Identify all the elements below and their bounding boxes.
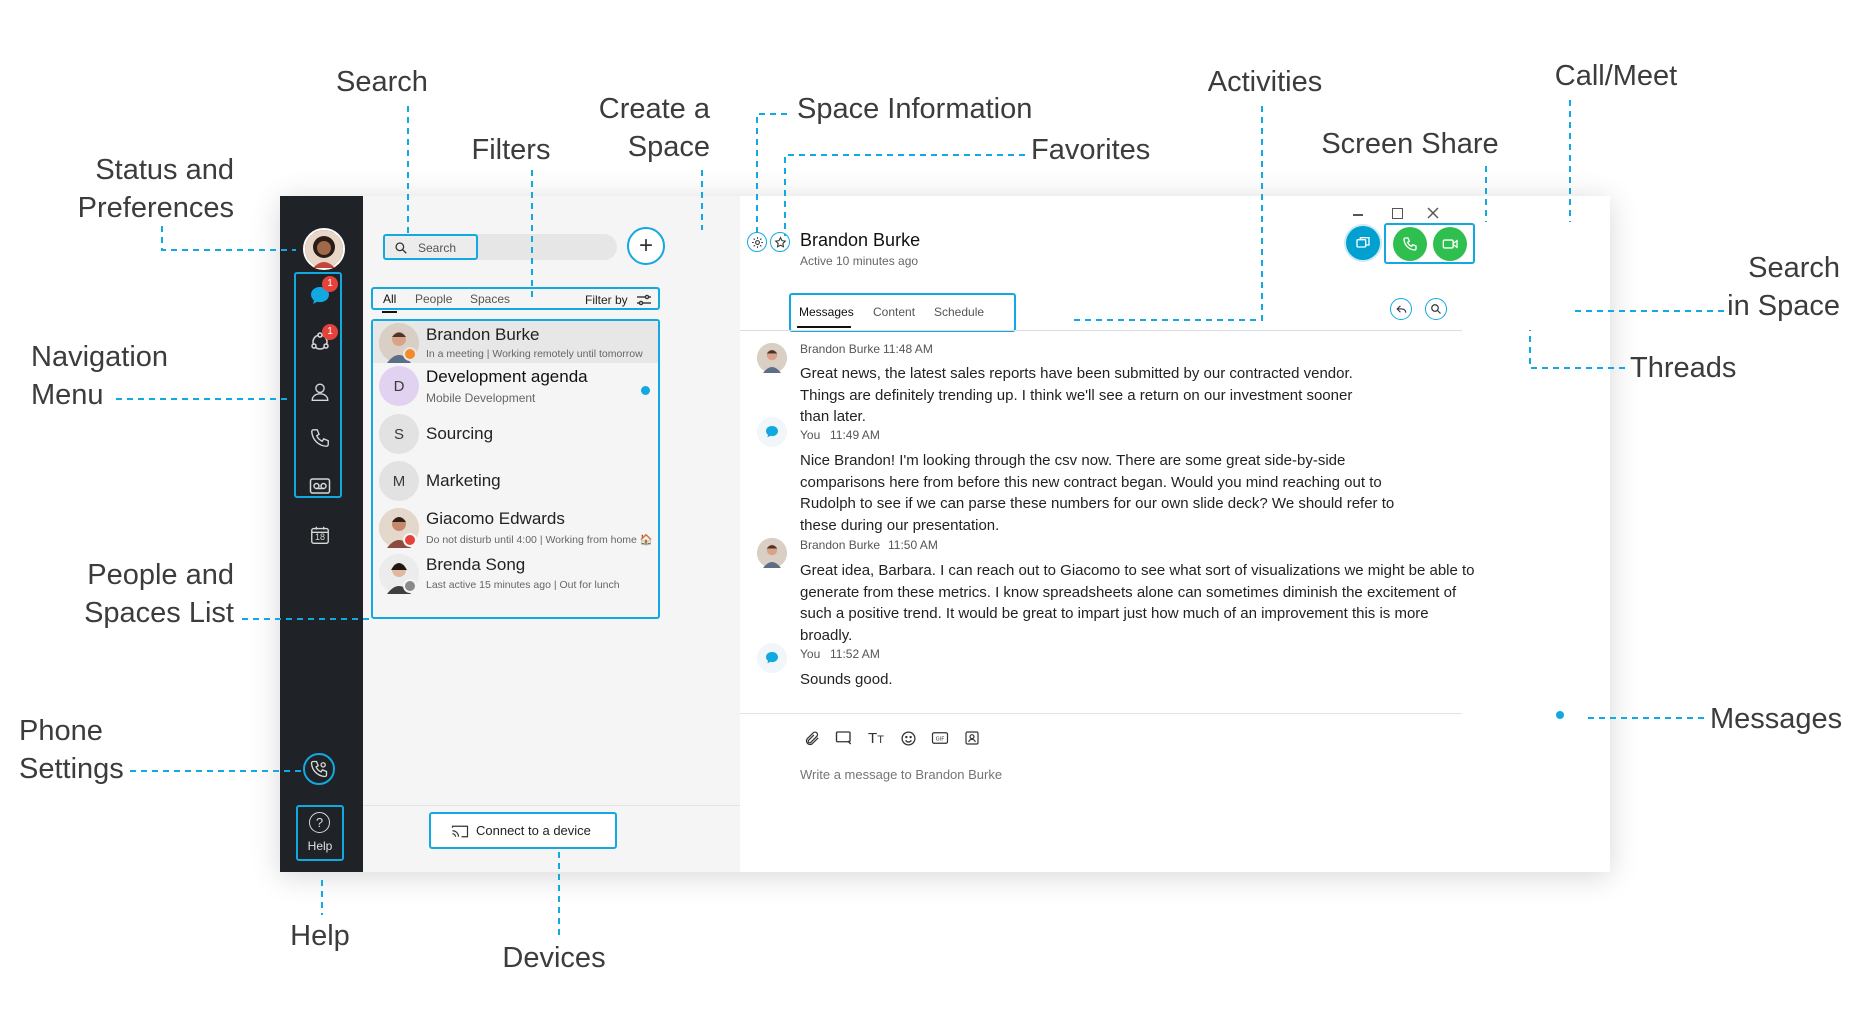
list-item-development-agenda[interactable] bbox=[373, 363, 658, 409]
search-in-space-button[interactable] bbox=[1425, 298, 1447, 320]
filter-tab-spaces[interactable]: Spaces bbox=[470, 292, 511, 306]
list-item-marketing[interactable] bbox=[373, 459, 658, 503]
help-label: Help bbox=[307, 839, 333, 853]
list-item-status: In a meeting | Working remotely until tomorrow bbox=[426, 348, 643, 360]
filter-tab-active-indicator bbox=[382, 311, 397, 313]
create-space-button[interactable]: + bbox=[627, 227, 665, 265]
filter-tab-all[interactable]: All bbox=[383, 292, 397, 306]
cast-device-icon bbox=[451, 824, 469, 839]
list-item-name: Giacomo Edwards bbox=[426, 509, 565, 528]
format-text-button[interactable] bbox=[864, 726, 888, 750]
message-sender: You bbox=[800, 647, 821, 661]
message-time: 11:52 AM bbox=[830, 647, 880, 661]
app-window bbox=[280, 196, 1610, 872]
callout-phone-settings-line2: Settings bbox=[19, 753, 124, 785]
chat-bubble-icon bbox=[764, 650, 780, 666]
nav-meetings[interactable] bbox=[300, 515, 340, 555]
share-screenshot-button[interactable] bbox=[832, 726, 856, 750]
list-item-brenda-song[interactable] bbox=[373, 552, 658, 596]
person-photo-icon bbox=[305, 230, 343, 268]
audio-call-button[interactable] bbox=[1393, 227, 1427, 261]
phone-icon bbox=[1402, 236, 1418, 252]
activities-tabs bbox=[789, 293, 1016, 332]
callout-space-information: Space Information bbox=[797, 93, 1033, 125]
people-spaces-pane bbox=[363, 196, 740, 872]
callout-status-preferences-line1: Status and bbox=[95, 154, 234, 186]
message-avatar-you bbox=[757, 643, 787, 673]
callout-help: Help bbox=[290, 920, 350, 952]
nav-voicemail[interactable] bbox=[300, 466, 340, 506]
teams-badge: 1 bbox=[322, 324, 338, 340]
chat-bubble-icon bbox=[764, 424, 780, 440]
screen-share-icon bbox=[1355, 235, 1371, 251]
reply-thread-icon bbox=[1395, 303, 1408, 316]
list-item-status: Do not disturb until 4:00 | Working from home 🏠 bbox=[426, 534, 653, 546]
phone-icon bbox=[309, 427, 331, 449]
message-sender: You bbox=[800, 428, 821, 442]
callout-create-space-line2: Space bbox=[627, 131, 710, 163]
help-button[interactable] bbox=[296, 805, 344, 861]
nav-contacts[interactable] bbox=[300, 372, 340, 412]
list-item-brandon-burke[interactable] bbox=[373, 321, 658, 363]
message-time: 11:50 AM bbox=[888, 538, 938, 552]
calendar-day: 18 bbox=[314, 532, 325, 542]
message-text: Nice Brandon! I'm looking through the csv now. There are some great side-by-side comparisons here from before this new contract began. Would you mind reaching out to Rudolph to see if we can parse these numbers for our own slide deck? We should refer to these during our presentation. bbox=[800, 452, 1395, 534]
callout-search-in-space-line1: Search bbox=[1748, 252, 1840, 284]
whiteboard-button[interactable] bbox=[960, 726, 984, 750]
space-avatar: M bbox=[379, 461, 419, 501]
conversation-pane bbox=[740, 196, 1610, 872]
callout-people-spaces-line1: People and bbox=[87, 559, 234, 591]
message-time: 11:49 AM bbox=[830, 428, 880, 442]
navigation-rail bbox=[280, 196, 363, 872]
message-sender: Brandon Burke bbox=[800, 538, 881, 552]
search-placeholder: Search bbox=[418, 241, 457, 255]
callout-threads: Threads bbox=[1630, 352, 1737, 384]
list-item-giacomo-edwards[interactable] bbox=[373, 506, 658, 550]
user-avatar[interactable] bbox=[303, 228, 345, 270]
gear-icon bbox=[751, 236, 764, 249]
header-divider bbox=[740, 330, 1462, 331]
help-icon: ? bbox=[309, 812, 330, 833]
maximize-button[interactable] bbox=[1392, 208, 1403, 219]
connect-device-button[interactable] bbox=[429, 812, 617, 849]
pane-divider bbox=[363, 805, 740, 806]
list-item-name: Marketing bbox=[426, 471, 501, 490]
in-meeting-status-icon bbox=[403, 347, 417, 361]
callout-phone-settings-line1: Phone bbox=[19, 715, 103, 747]
message-avatar-brandon bbox=[757, 538, 787, 568]
list-item-name: Brenda Song bbox=[426, 555, 526, 574]
close-icon[interactable] bbox=[1427, 207, 1439, 219]
space-information-button[interactable] bbox=[747, 232, 767, 252]
phone-settings-button[interactable] bbox=[303, 753, 335, 785]
emoji-button[interactable] bbox=[896, 726, 920, 750]
list-item-name: Sourcing bbox=[426, 424, 494, 443]
callout-people-spaces-line2: Spaces List bbox=[84, 597, 234, 629]
favorite-button[interactable] bbox=[770, 232, 790, 252]
composer-divider bbox=[740, 713, 1462, 714]
message-text: Great news, the latest sales reports have been submitted by our contracted vendor. Things are definitely trending up. I think we'll see a return on our investment sooner than later. bbox=[800, 365, 1353, 425]
tab-active-indicator bbox=[797, 326, 851, 328]
messages-badge: 1 bbox=[322, 276, 338, 292]
video-meet-button[interactable] bbox=[1433, 227, 1467, 261]
gif-icon bbox=[931, 731, 949, 745]
unread-indicator bbox=[641, 386, 650, 395]
callout-search-in-space-line2: in Space bbox=[1727, 290, 1840, 322]
callout-screen-share: Screen Share bbox=[1321, 128, 1499, 160]
nav-calling[interactable] bbox=[300, 418, 340, 458]
paperclip-icon bbox=[804, 730, 821, 747]
callout-search: Search bbox=[336, 66, 428, 98]
list-item-subtitle: Mobile Development bbox=[426, 391, 536, 405]
list-item-sourcing[interactable] bbox=[373, 412, 658, 456]
do-not-disturb-icon bbox=[403, 533, 417, 547]
callout-filters: Filters bbox=[471, 134, 551, 166]
threads-button[interactable] bbox=[1390, 298, 1412, 320]
tab-content[interactable]: Content bbox=[873, 305, 916, 319]
message-avatar-you bbox=[757, 417, 787, 447]
space-avatar: D bbox=[379, 366, 419, 406]
tab-schedule[interactable]: Schedule bbox=[934, 305, 985, 319]
filter-by-label[interactable]: Filter by bbox=[585, 293, 628, 307]
callout-navigation-menu-line2: Menu bbox=[31, 379, 104, 411]
filter-tab-people[interactable]: People bbox=[415, 292, 453, 306]
filter-sliders-icon[interactable] bbox=[636, 293, 652, 307]
list-item-name: Development agenda bbox=[426, 367, 588, 386]
callout-favorites: Favorites bbox=[1031, 134, 1151, 166]
message-text: Great idea, Barbara. I can reach out to Giacomo to see what sort of visualizations we might be able to generate from these metrics. I know spreadsheets alone can sometimes diminish the excitement of such a positive trend. It would be great to impart just how much of an improvement this is more broadly. bbox=[800, 562, 1475, 644]
callout-status-preferences-line2: Preferences bbox=[77, 192, 234, 224]
person-photo-icon bbox=[757, 538, 787, 568]
callout-devices: Devices bbox=[502, 942, 606, 974]
list-item-name: Brandon Burke bbox=[426, 325, 540, 344]
message-text: Sounds good. bbox=[800, 671, 893, 688]
video-camera-icon bbox=[1442, 237, 1459, 251]
minimize-button[interactable] bbox=[1353, 214, 1363, 216]
messages-anchor-dot bbox=[1556, 711, 1564, 719]
phone-gear-icon bbox=[309, 759, 329, 779]
leader-status-preferences bbox=[162, 226, 296, 250]
message-avatar-brandon bbox=[757, 343, 787, 373]
search-icon bbox=[1430, 303, 1442, 315]
person-icon bbox=[309, 381, 331, 403]
person-photo-icon bbox=[757, 343, 787, 373]
tab-messages[interactable]: Messages bbox=[799, 305, 854, 319]
callout-activities: Activities bbox=[1207, 66, 1323, 98]
message-sender: Brandon Burke bbox=[800, 342, 881, 356]
message-time: 11:48 AM bbox=[883, 342, 933, 356]
conversation-title: Brandon Burke bbox=[800, 230, 921, 250]
search-icon bbox=[394, 241, 408, 255]
screen-capture-icon bbox=[835, 730, 853, 746]
screen-share-button[interactable] bbox=[1346, 226, 1380, 260]
space-avatar: S bbox=[379, 414, 419, 454]
svg-text:GIF: GIF bbox=[935, 736, 945, 743]
text-format-icon: TT bbox=[868, 729, 884, 747]
callout-create-space-line1: Create a bbox=[598, 93, 710, 125]
message-compose-input[interactable] bbox=[800, 761, 1420, 787]
callout-navigation-menu-line1: Navigation bbox=[31, 341, 169, 373]
filters-bar bbox=[371, 287, 660, 310]
voicemail-icon bbox=[308, 474, 332, 498]
smiley-icon bbox=[900, 730, 917, 747]
list-item-status: Last active 15 minutes ago | Out for lunch bbox=[426, 579, 620, 591]
nav-teams[interactable] bbox=[300, 322, 340, 362]
nav-messaging[interactable] bbox=[300, 276, 340, 316]
search-input[interactable] bbox=[383, 234, 478, 260]
callout-messages: Messages bbox=[1710, 703, 1843, 735]
star-icon bbox=[774, 236, 787, 249]
callout-call-meet: Call/Meet bbox=[1554, 60, 1678, 92]
away-status-icon bbox=[403, 579, 417, 593]
connect-device-label: Connect to a device bbox=[476, 823, 591, 838]
whiteboard-icon bbox=[964, 730, 980, 746]
attach-button[interactable] bbox=[800, 726, 824, 750]
gif-button[interactable] bbox=[928, 726, 952, 750]
conversation-status: Active 10 minutes ago bbox=[800, 254, 919, 268]
